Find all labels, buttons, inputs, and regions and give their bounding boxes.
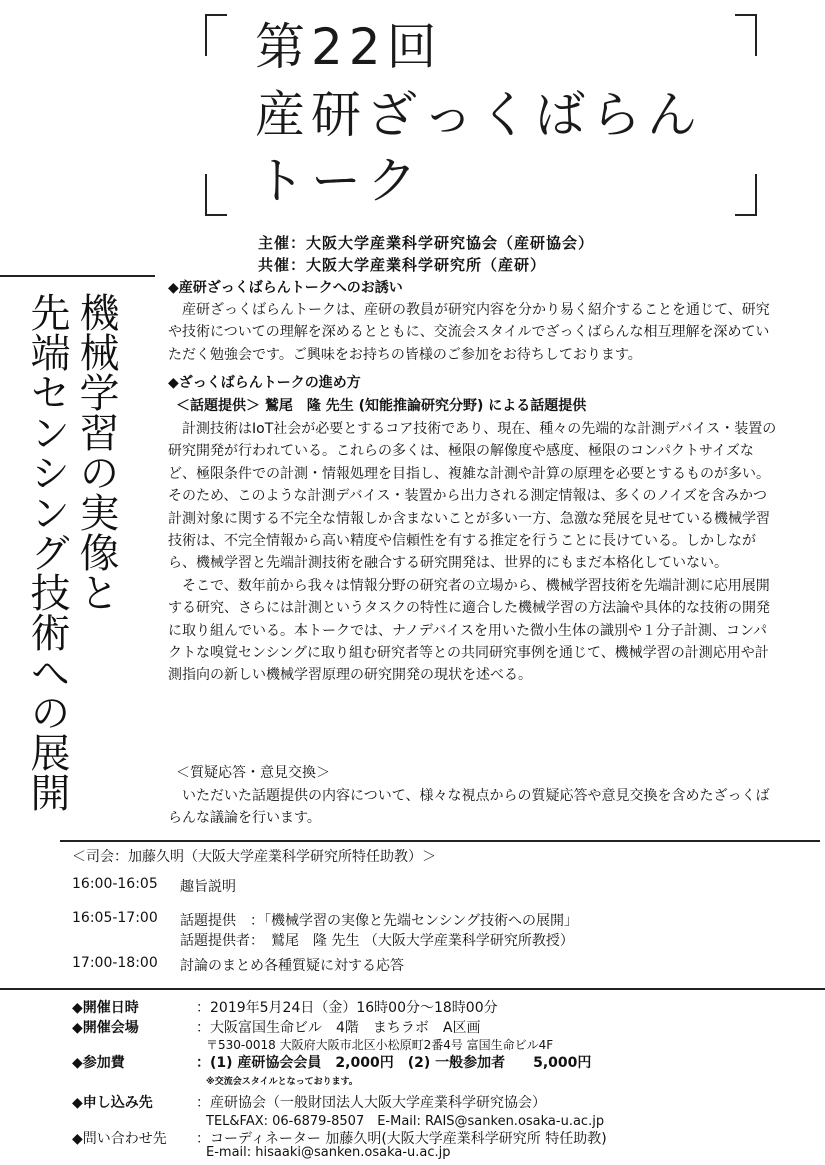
- schedule-text-3: 討論のまとめ各種質疑に対する応答: [180, 958, 404, 974]
- schedule-top-rule: [60, 840, 820, 842]
- fee-label: ◆参加費: [72, 1055, 125, 1071]
- venue-label: ◆開催会場: [72, 1020, 139, 1036]
- apply-contact: TEL&FAX: 06-6879-8507 E-Mail: RAIS@sanken.osaka-u.ac.jp: [206, 1114, 605, 1129]
- cohost-organizer: 共催：大阪大学産業科学研究所（産研）: [258, 256, 547, 274]
- moderator: ＜司会：加藤久明（大阪大学産業科学研究所特任助教）＞: [72, 849, 436, 865]
- title-bracket-top-right: [735, 14, 757, 56]
- schedule-text-2: 話題提供 ：「機械学習の実像と先端センシング技術への展開」: [180, 913, 579, 929]
- fee-value: ：(1) 産研協会会員 2,000円 (2) 一般参加者 5,000円: [196, 1055, 592, 1071]
- schedule-text-1: 趣旨説明: [180, 879, 236, 895]
- left-top-rule: [0, 275, 155, 277]
- host-organizer: 主催：大阪大学産業科学研究協会（産研協会）: [258, 234, 595, 252]
- vertical-title-col1: 機械学習の実像と: [73, 292, 119, 612]
- title-line-2: 産研ざっくばらん: [255, 86, 703, 144]
- schedule-time-2: 16:05-17:00: [72, 910, 158, 926]
- title-bracket-bottom-right: [735, 174, 757, 216]
- inquiry-value: ：コーディネーター 加藤久明(大阪大学産業科学研究所 特任助教): [196, 1131, 607, 1147]
- topic-body: [168, 418, 778, 687]
- schedule-sub-2: 話題提供者： 鷲尾 隆 先生 （大阪大学産業科学研究所教授）: [180, 933, 574, 949]
- date-label: ◆開催日時: [72, 1000, 139, 1016]
- vertical-title-col2: 先端センシング技術への展開: [24, 292, 70, 812]
- date-value: ：2019年5月24日（金）16時00分～18時00分: [196, 1000, 498, 1016]
- venue-address: 〒530-0018 大阪府大阪市北区小松原町2番4号 富国生命ビル4F: [206, 1038, 554, 1052]
- qa-body: [168, 785, 778, 830]
- schedule-time-1: 16:00-16:05: [72, 876, 158, 892]
- fee-note: ※交流会スタイルとなっております。: [206, 1077, 358, 1087]
- inquiry-label: ◆問い合わせ先: [72, 1131, 167, 1147]
- venue-value: ：大阪富国生命ビル 4階 まちラボ A区画: [196, 1020, 481, 1036]
- topic-paragraph-1: 計測技術はIoT社会が必要とするコア技術であり、現在、種々の先端的な計測デバイス・装置の研究開発が行われている。これらの多くは、極限の解像度や感度、極限のコンパクトサイズなど、極限条件での計測・情報処理を目指し、複雑な計測や計算の原理を必要とするものが多い。そのため、このような計測デバイス・装置から出力される測定情報は、多くのノイズを含みかつ計測対象に関する不完全な情報しか含まないことが多い一方、急激な発展を見せている機械学習技術は、不完全情報から高い精度や信頼性を有する推定を行うことに長けている。しかしながら、機械学習と先端計測技術を融合する研究開発は、世界的にもまだ本格化していない。: [168, 421, 777, 572]
- qa-paragraph: いただいた話題提供の内容について、様々な視点からの質疑応答や意見交換を含めたざっくばらんな議論を行います。: [168, 788, 770, 827]
- info-top-rule: [0, 988, 825, 990]
- title-line-1: 第22回: [255, 18, 443, 76]
- title-bracket-top-left: [205, 14, 227, 56]
- invite-body: [168, 299, 778, 366]
- progress-heading: ◆ざっくばらんトークの進め方: [168, 375, 361, 391]
- inquiry-email: E-mail: hisaaki@sanken.osaka-u.ac.jp: [206, 1145, 451, 1160]
- schedule-time-3: 17:00-18:00: [72, 955, 158, 971]
- topic-heading: ＜話題提供＞ 鷲尾 隆 先生 (知能推論研究分野) による話題提供: [176, 398, 587, 414]
- invite-heading: ◆産研ざっくばらんトークへのお誘い: [168, 280, 403, 296]
- title-line-3: トーク: [255, 152, 423, 210]
- apply-label: ◆申し込み先: [72, 1095, 153, 1111]
- invite-paragraph: 産研ざっくばらんトークは、産研の教員が研究内容を分かり易く紹介することを通じて、研究や技術についての理解を深めるとともに、交流会スタイルでざっくばらんな相互理解を深めていただく勉強会です。ご興味をお持ちの皆様のご参加をお待ちしております。: [168, 302, 770, 363]
- apply-value: ：産研協会（一般財団法人大阪大学産業科学研究協会）: [196, 1095, 546, 1111]
- topic-paragraph-2: そこで、数年前から我々は情報分野の研究者の立場から、機械学習技術を先端計測に応用展開する研究、さらには計測というタスクの特性に適合した機械学習の方法論や具体的な技術の開発に取り組んでいる。本トークでは、ナノデバイスを用いた微小生体の識別や１分子計測、コンパクトな嗅覚センシングに取り組む研究者等との共同研究事例を通じて、機械学習の計測応用や計測指向の新しい機械学習原理の研究開発の現状を述べる。: [168, 577, 770, 684]
- qa-heading: ＜質疑応答・意見交換＞: [176, 765, 330, 781]
- title-bracket-bottom-left: [205, 174, 227, 216]
